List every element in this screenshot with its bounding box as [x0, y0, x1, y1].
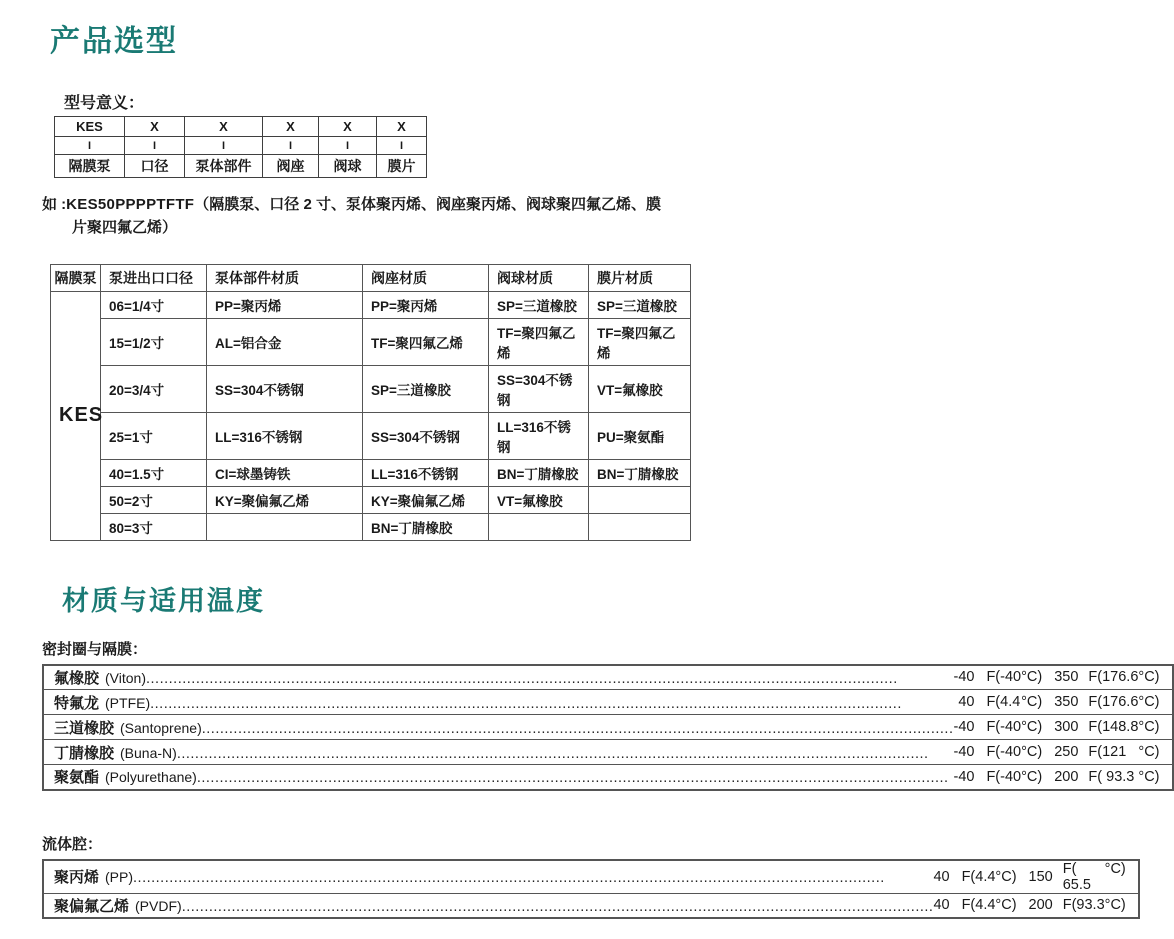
model-table-cell: I [55, 137, 125, 155]
min-temp-c: F(4.4 [961, 868, 996, 885]
selection-cell: LL=316不锈钢 [207, 412, 363, 459]
min-temp-f: -40 [953, 768, 975, 785]
model-meaning-label: 型号意义： [64, 95, 145, 112]
min-temp-c-wrap [976, 744, 1054, 760]
model-table-cell: 口径 [125, 155, 185, 178]
max-temp-c-cell [1078, 765, 1172, 790]
max-temp-c-unit: °C) [1138, 669, 1160, 686]
min-temp-f: -40 [953, 744, 975, 760]
example-description: （隔膜泵、口径 2 寸、泵体聚丙烯、阀座聚丙烯、阀球聚四氟乙烯、膜 [194, 196, 661, 213]
max-temp-c-cell [1053, 860, 1139, 894]
material-wrap [54, 866, 933, 887]
max-temp-c-wrap [1078, 694, 1171, 710]
selection-cell: TF=聚四氟乙烯 [489, 318, 589, 365]
model-table-row [55, 155, 427, 178]
max-temp-c-wrap [1053, 861, 1138, 893]
material-name-en: (PP) [105, 869, 134, 885]
temperature-row [43, 690, 1173, 715]
min-temp-c-wrap [976, 669, 1054, 685]
dot-leader [146, 671, 953, 687]
max-temp-c-unit: °C) [1138, 719, 1160, 735]
model-table-cell: 阀座 [263, 155, 319, 178]
model-table-row [55, 117, 427, 137]
selection-cell: KY=聚偏氟乙烯 [207, 486, 363, 513]
model-table-cell: X [125, 117, 185, 137]
material-name-cn: 三道橡胶 [54, 719, 115, 737]
selection-cell: VT=氟橡胶 [489, 486, 589, 513]
example-code: KES50PPPPTFTF [66, 196, 195, 213]
material-cell [43, 860, 933, 894]
selection-row [51, 318, 691, 365]
material-name-en: (PVDF) [135, 897, 182, 914]
selection-header-cell: 泵进出口口径 [101, 264, 207, 291]
selection-header-row [51, 264, 691, 291]
material-wrap [54, 895, 933, 916]
dot-leader [182, 899, 934, 915]
max-temp-c: F( 93.3 [1088, 768, 1135, 785]
max-temp-c-cell [1053, 893, 1139, 918]
selection-cell: SS=304不锈钢 [363, 412, 489, 459]
max-temp-c: F( 65.5 [1062, 860, 1091, 893]
selection-cell: PP=聚丙烯 [363, 291, 489, 318]
model-table-cell: X [319, 117, 377, 137]
example-prefix: 如 : [42, 196, 67, 213]
min-temp-c-unit: °C) [1021, 694, 1043, 710]
temperature-row [43, 860, 1139, 894]
material-wrap [54, 742, 953, 763]
max-temp-f: 200 [1028, 897, 1053, 914]
material-cell [43, 665, 953, 690]
material-name-cn: 特氟龙 [54, 694, 100, 712]
selection-cell: BN=丁腈橡胶 [489, 459, 589, 486]
selection-cell: SS=304不锈钢 [207, 365, 363, 412]
model-table-cell: 隔膜泵 [55, 155, 125, 178]
fluid-temperature-table [42, 859, 1140, 920]
min-temp-c-unit: °C) [995, 868, 1017, 885]
min-temp-c: F(4.4 [961, 897, 996, 914]
max-temp-c: F(121 [1088, 744, 1127, 760]
material-name-en: (Polyurethane) [105, 769, 197, 786]
max-temp-c-wrap [1078, 744, 1171, 760]
selection-header-cell: 膜片材质 [589, 264, 691, 291]
min-temp-c-wrap [976, 769, 1054, 785]
model-table-cell: I [377, 137, 427, 155]
max-temp-c: F(176.6 [1088, 669, 1139, 686]
selection-cell: VT=氟橡胶 [589, 365, 691, 412]
max-temp-c-unit: °C) [1104, 897, 1126, 914]
max-temp-c-cell [1078, 690, 1172, 715]
selection-cell [589, 486, 691, 513]
selection-header-cell: 阀座材质 [363, 264, 489, 291]
min-temp-c-unit: °C) [1021, 719, 1043, 735]
max-temp-c-unit: °C) [1138, 744, 1160, 760]
min-temp-c-cell [976, 765, 1054, 790]
selection-table [50, 264, 691, 541]
selection-cell: LL=316不锈钢 [363, 459, 489, 486]
material-wrap [54, 717, 953, 738]
model-example-line2: 片聚四氟乙烯） [72, 219, 178, 237]
min-temp-f: 40 [933, 897, 950, 914]
selection-cell: BN=丁腈橡胶 [363, 513, 489, 540]
min-temp-c: F(-40 [986, 719, 1022, 735]
max-temp-f: 300 [1054, 719, 1079, 735]
max-temp-c-wrap [1053, 897, 1138, 913]
selection-cell: SP=三道橡胶 [589, 291, 691, 318]
min-temp-f: -40 [953, 669, 975, 686]
max-temp-c-wrap [1078, 769, 1171, 785]
model-table-cell: I [319, 137, 377, 155]
material-name-en: (Viton) [105, 669, 146, 686]
min-temp-c-wrap [976, 719, 1054, 735]
min-temp-c-cell [976, 740, 1054, 765]
selection-cell [589, 513, 691, 540]
selection-cell: SP=三道橡胶 [363, 365, 489, 412]
model-table-cell: 膜片 [377, 155, 427, 178]
fluid-section-label: 流体腔： [42, 835, 103, 853]
max-temp-f: 200 [1054, 768, 1079, 785]
material-cell [43, 715, 953, 740]
max-temp-c-cell [1078, 665, 1172, 690]
selection-header-cell: 泵体部件材质 [207, 264, 363, 291]
selection-cell: BN=丁腈橡胶 [589, 459, 691, 486]
model-code-table [54, 116, 427, 178]
selection-cell: PP=聚丙烯 [207, 291, 363, 318]
dot-leader [202, 721, 954, 737]
min-temp-f: 40 [933, 868, 950, 885]
dot-leader [133, 870, 933, 886]
dot-leader [177, 746, 954, 762]
min-temp-c-unit: °C) [1021, 768, 1043, 785]
material-cell [43, 893, 933, 918]
material-name-en: (Santoprene) [120, 719, 202, 736]
model-table-cell: KES [55, 117, 125, 137]
selection-row [51, 291, 691, 318]
max-temp-c-wrap [1078, 719, 1171, 735]
selection-cell: AL=铝合金 [207, 318, 363, 365]
material-name-cn: 丁腈橡胶 [54, 744, 115, 762]
selection-cell: 15=1/2寸 [101, 318, 207, 365]
max-temp-c: F(148.8 [1088, 719, 1139, 735]
model-table-cell: I [125, 137, 185, 155]
material-name-cn: 聚丙烯 [54, 869, 100, 886]
material-name-en: (Buna-N) [120, 744, 177, 761]
temperature-row [43, 665, 1173, 690]
model-example-line1 [42, 193, 720, 216]
selection-cell: CI=球墨铸铁 [207, 459, 363, 486]
selection-header-cell: 阀球材质 [489, 264, 589, 291]
selection-cell: 50=2寸 [101, 486, 207, 513]
min-temp-c-cell [952, 893, 1029, 918]
material-wrap [54, 766, 953, 787]
selection-cell: PU=聚氨酯 [589, 412, 691, 459]
selection-cell: TF=聚四氟乙烯 [589, 318, 691, 365]
min-temp-c: F(-40 [986, 768, 1022, 785]
material-cell [43, 740, 953, 765]
seal-temperature-table [42, 664, 1174, 791]
selection-cell: 06=1/4寸 [101, 291, 207, 318]
selection-cell: KY=聚偏氟乙烯 [363, 486, 489, 513]
min-temp-c: F(-40 [986, 744, 1022, 760]
max-temp-c-unit: °C) [1104, 860, 1126, 877]
max-temp-c-unit: °C) [1138, 768, 1160, 785]
max-temp-f: 250 [1054, 744, 1079, 760]
selection-row [51, 365, 691, 412]
material-wrap [54, 667, 953, 688]
min-temp-c-cell [976, 715, 1054, 740]
dot-leader [150, 696, 953, 712]
model-table-cell: X [263, 117, 319, 137]
selection-cell: LL=316不锈钢 [489, 412, 589, 459]
max-temp-c: F(176.6 [1088, 694, 1139, 710]
selection-header-cell: 隔膜泵 [51, 264, 101, 291]
max-temp-c-wrap [1078, 669, 1171, 685]
temperature-row [43, 740, 1173, 765]
max-temp-c-unit: °C) [1138, 694, 1160, 710]
min-temp-c-wrap [952, 869, 1029, 885]
max-temp-f: 150 [1028, 868, 1053, 885]
min-temp-f: -40 [953, 719, 975, 735]
max-temp-c-cell [1078, 740, 1172, 765]
min-temp-c-wrap [976, 694, 1054, 710]
selection-cell [207, 513, 363, 540]
min-temp-c-cell [976, 665, 1054, 690]
min-temp-c-unit: °C) [1021, 744, 1043, 760]
selection-row [51, 513, 691, 540]
min-temp-c-cell [952, 860, 1029, 894]
model-table-row [55, 137, 427, 155]
material-name-en: (PTFE) [105, 694, 151, 711]
material-name-cn: 聚偏氟乙烯 [54, 897, 130, 915]
section-title: 材质与适用温度 [62, 585, 265, 616]
max-temp-c-cell [1078, 715, 1172, 740]
min-temp-c-unit: °C) [995, 897, 1017, 914]
selection-cell: 80=3寸 [101, 513, 207, 540]
selection-cell: 25=1寸 [101, 412, 207, 459]
temperature-row [43, 765, 1173, 790]
min-temp-f: 40 [958, 694, 975, 710]
selection-row [51, 486, 691, 513]
max-temp-f: 350 [1054, 669, 1079, 686]
max-temp-f: 350 [1054, 694, 1079, 710]
series-name-cell: KES [51, 291, 101, 540]
min-temp-c-unit: °C) [1021, 669, 1043, 686]
selection-row [51, 459, 691, 486]
selection-cell: 20=3/4寸 [101, 365, 207, 412]
model-table-cell: X [185, 117, 263, 137]
temperature-row [43, 715, 1173, 740]
seal-section-label: 密封圈与隔膜： [42, 640, 148, 658]
selection-cell: 40=1.5寸 [101, 459, 207, 486]
model-table-cell: 阀球 [319, 155, 377, 178]
material-cell [43, 690, 953, 715]
temperature-row [43, 893, 1139, 918]
model-table-cell: I [185, 137, 263, 155]
selection-row [51, 412, 691, 459]
material-wrap [54, 692, 953, 713]
selection-cell [489, 513, 589, 540]
material-cell [43, 765, 953, 790]
model-example [42, 193, 720, 240]
selection-cell: SP=三道橡胶 [489, 291, 589, 318]
selection-cell: SS=304不锈钢 [489, 365, 589, 412]
selection-cell: TF=聚四氟乙烯 [363, 318, 489, 365]
model-table-cell: 泵体部件 [185, 155, 263, 178]
min-temp-c-cell [976, 690, 1054, 715]
material-name-cn: 氟橡胶 [54, 669, 100, 687]
material-name-cn: 聚氨酯 [54, 769, 100, 787]
max-temp-c: F(93.3 [1062, 897, 1105, 914]
min-temp-c-wrap [952, 897, 1029, 913]
min-temp-c: F(-40 [986, 669, 1022, 686]
dot-leader [197, 770, 954, 786]
model-table-cell: X [377, 117, 427, 137]
page-title: 产品选型 [50, 25, 178, 58]
model-table-cell: I [263, 137, 319, 155]
min-temp-c: F(4.4 [986, 694, 1021, 710]
